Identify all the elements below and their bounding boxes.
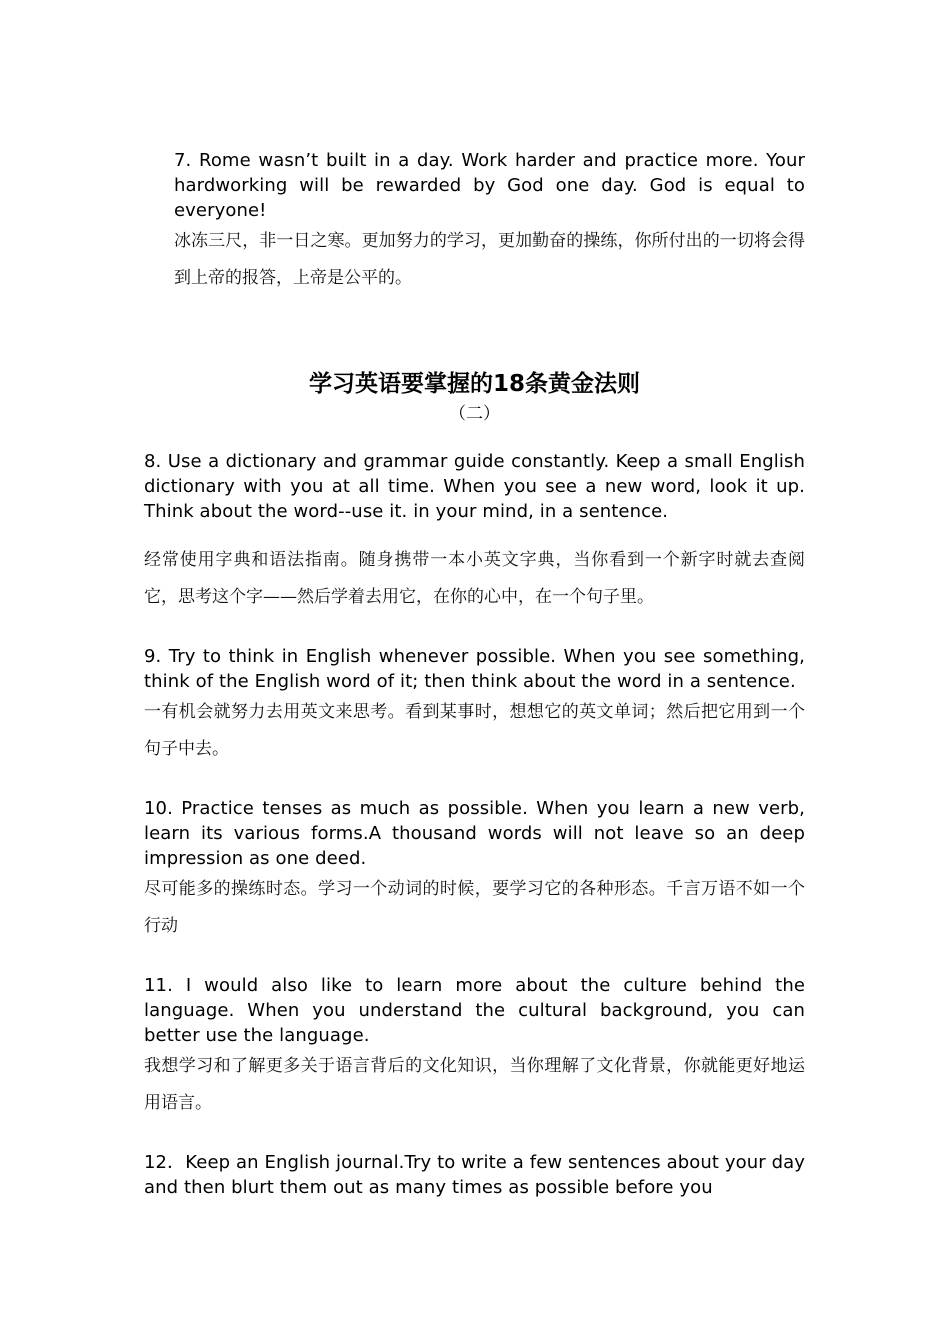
rule-item-7	[174, 148, 805, 297]
rule-9-chinese: 一有机会就努力去用英文来思考。看到某事时，想想它的英文单词；然后把它用到一个句子中去。	[144, 702, 805, 759]
rule-item-8	[144, 449, 805, 616]
rule-item-11	[144, 973, 805, 1122]
rule-11-chinese: 我想学习和了解更多关于语言背后的文化知识，当你理解了文化背景，你就能更好地运用语言。	[144, 1056, 805, 1113]
page-subtitle: （二）	[449, 404, 500, 424]
rule-10-chinese: 尽可能多的操练时态。学习一个动词的时候，要学习它的各种形态。千言万语不如一个行动	[144, 879, 805, 936]
rule-item-9	[144, 644, 805, 768]
rule-7-english: 7. Rome wasn’t built in a day. Work harder and practice more. Your hardworking will be rewarded by God one day. God is equal to everyone!	[174, 150, 805, 221]
rule-8-chinese: 经常使用字典和语法指南。随身携带一本小英文字典，当你看到一个新字时就去查阅它，思考这个字——然后学着去用它，在你的心中，在一个句子里。	[144, 550, 805, 607]
rule-7-chinese: 冰冻三尺，非一日之寒。更加努力的学习，更加勤奋的操练，你所付出的一切将会得到上帝的报答，上帝是公平的。	[174, 231, 805, 288]
rule-12-english: 12．Keep an English journal.Try to write a few sentences about your day and then blurt them out as many times as possible before you	[144, 1152, 805, 1198]
rule-11-english: 11. I would also like to learn more about the culture behind the language. When you understand the cultural background, you can better use the language.	[144, 975, 805, 1046]
page-title: 学习英语要掌握的18条黄金法则	[308, 371, 640, 397]
rule-item-12	[144, 1150, 805, 1200]
rule-8-english: 8. Use a dictionary and grammar guide constantly. Keep a small English dictionary with you at all time. When you see a new word, look it up. Think about the word--use it. in your mind, in a sentence.	[144, 451, 805, 522]
document-body	[144, 148, 805, 1200]
rule-10-english: 10. Practice tenses as much as possible. When you learn a new verb, learn its various forms.A thousand words will not leave so an deep impression as one deed.	[144, 798, 805, 869]
rule-9-english: 9. Try to think in English whenever possible. When you see something, think of the English word of it; then think about the word in a sentence.	[144, 646, 805, 692]
rule-item-10	[144, 796, 805, 945]
